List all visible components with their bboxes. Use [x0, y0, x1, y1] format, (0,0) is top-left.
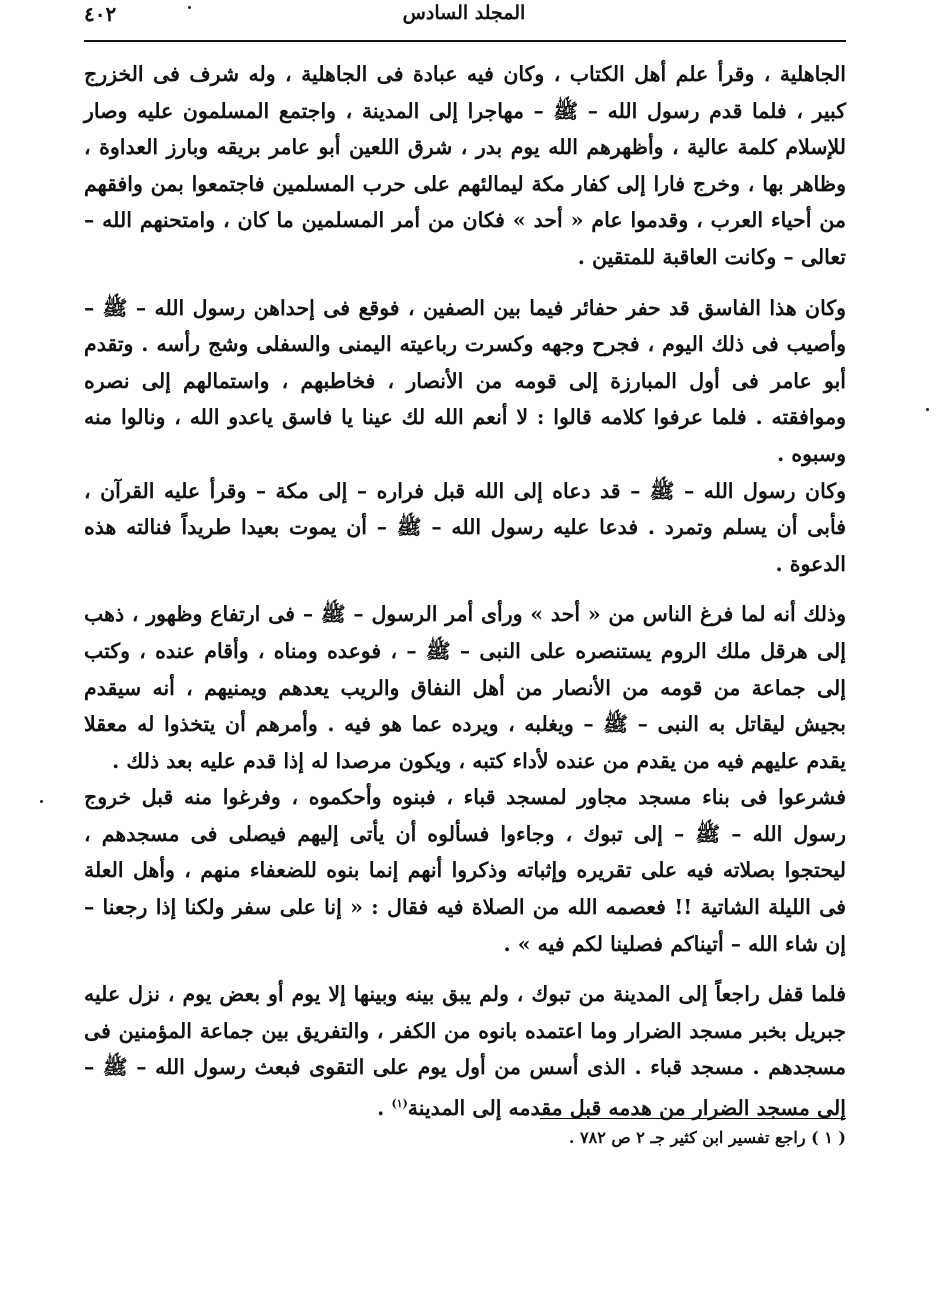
speck-mark — [188, 6, 191, 9]
last-paragraph: فلما قفل راجعاً إلى المدينة من تبوك ، ولم يبق بينه وبينها إلا يوم أو بعض يوم ، نزل عليه جبريل بخبر مسجد الضرار وما اعتمده بانوه من الكفر ، والتفريق بين جماعة المؤمنين فى مسجدهم . مسجد قباء . الذى أسس من أول يوم على التقوى فبعث رسول الله – ﷺ – إلى مسجد الضرار من هدمه قبل مقدمه إلى المدينة$^{(١)}$ . — [84, 982, 846, 1120]
paragraph: الجاهلية ، وقرأ علم أهل الكتاب ، وكان فيه عبادة فى الجاهلية ، وله شرف فى الخزرج كبير ، فلما قدم رسول الله – ﷺ – مهاجرا إلى المدينة ، واجتمع المسلمون عليه وصار للإسلام كلمة عالية ، وأظهرهم الله يوم بدر ، شرق اللعين أبو عامر بريقه وبارز العداوة ، وظاهر بها ، وخرج فارا إلى كفار مكة ليمالئهم على حرب المسلمين فاجتمعوا بمن وافقهم من أحياء العرب ، وقدموا عام « أحد » فكان من أمر المسلمين ما كان ، وامتحنهم الله – تعالى – وكانت العاقبة للمتقين . — [84, 62, 846, 269]
speck-mark — [40, 800, 43, 803]
volume-title: المجلد السادس — [402, 2, 526, 24]
footnote-marker: (١) — [391, 1097, 408, 1111]
paragraph: وذلك أنه لما فرغ الناس من « أحد » ورأى أمر الرسول – ﷺ – فى ارتفاع وظهور ، ذهب إلى هرقل ملك الروم يستنصره على النبى – ﷺ – ، فوعده ومناه ، وأقام عنده ، وكتب إلى جماعة من قومه من الأنصار من أهل النفاق والريب يعدهم ويمنيهم ، أنه سيقدم بجيش ليقاتل به النبى – ﷺ – ويغلبه ، ويرده عما هو فيه . وأمرهم أن يتخذوا له معقلا يقدم عليهم فيه من يقدم من عنده لأداء كتبه ، ويكون مرصدا له إذا قدم عليه بعد ذلك . — [84, 602, 846, 773]
paragraph-text: فلما قفل راجعاً إلى المدينة من تبوك ، ولم يبق بينه وبينها إلا يوم أو بعض يوم ، نزل عليه جبريل بخبر مسجد الضرار وما اعتمده بانوه من الكفر ، والتفريق بين جماعة المؤمنين فى مسجدهم . مسجد قباء . الذى أسس من أول يوم على التقوى فبعث رسول الله – ﷺ – إلى مسجد الضرار من هدمه قبل مقدمه إلى المدينة — [84, 982, 846, 1120]
footnote: ( ١ ) راجع تفسير ابن كثير جـ ٢ ص ٧٨٢ . — [568, 1128, 846, 1147]
paragraph: فشرعوا فى بناء مسجد مجاور لمسجد قباء ، فبنوه وأحكموه ، وفرغوا منه قبل خروج رسول الله – ﷺ – إلى تبوك ، وجاءوا فسألوه أن يأتى إليهم فيصلى فى مسجدهم ، ليحتجوا بصلاته فيه على تقريره وإثباته وذكروا أنهم إنما بنوه للضعفاء منهم ، وأهل العلة فى الليلة الشاتية !! فعصمه الله من الصلاة فيه فقال : « إنا على سفر ولكنا إذا رجعنا – إن شاء الله – أتيناكم فصلينا لكم فيه » . — [84, 785, 846, 956]
main-text — [84, 56, 846, 1126]
paragraph: وكان هذا الفاسق قد حفر حفائر فيما بين الصفين ، فوقع فى إحداهن رسول الله – ﷺ – وأصيب فى ذلك اليوم ، فجرح وجهه وكسرت رباعيته اليمنى والسفلى وشج رأسه . وتقدم أبو عامر فى أول المبارزة إلى قومه من الأنصار ، فخاطبهم ، واستمالهم إلى نصره وموافقته . فلما عرفوا كلامه قالوا : لا أنعم الله لك عينا يا فاسق ياعدو الله ، ونالوا منه وسبوه . — [84, 295, 846, 466]
speck-mark — [926, 408, 929, 411]
page-header — [84, 2, 844, 36]
page-number: ٤٠٢ — [84, 2, 117, 26]
header-rule — [84, 40, 846, 42]
paragraph: وكان رسول الله – ﷺ – قد دعاه إلى الله قبل فراره – إلى مكة – وقرأ عليه القرآن ، فأبى أن يسلم وتمرد . فدعا عليه رسول الله – ﷺ – أن يموت بعيدا طريداً فنالته هذه الدعوة . — [84, 478, 846, 576]
footnote-rule — [540, 1118, 846, 1119]
